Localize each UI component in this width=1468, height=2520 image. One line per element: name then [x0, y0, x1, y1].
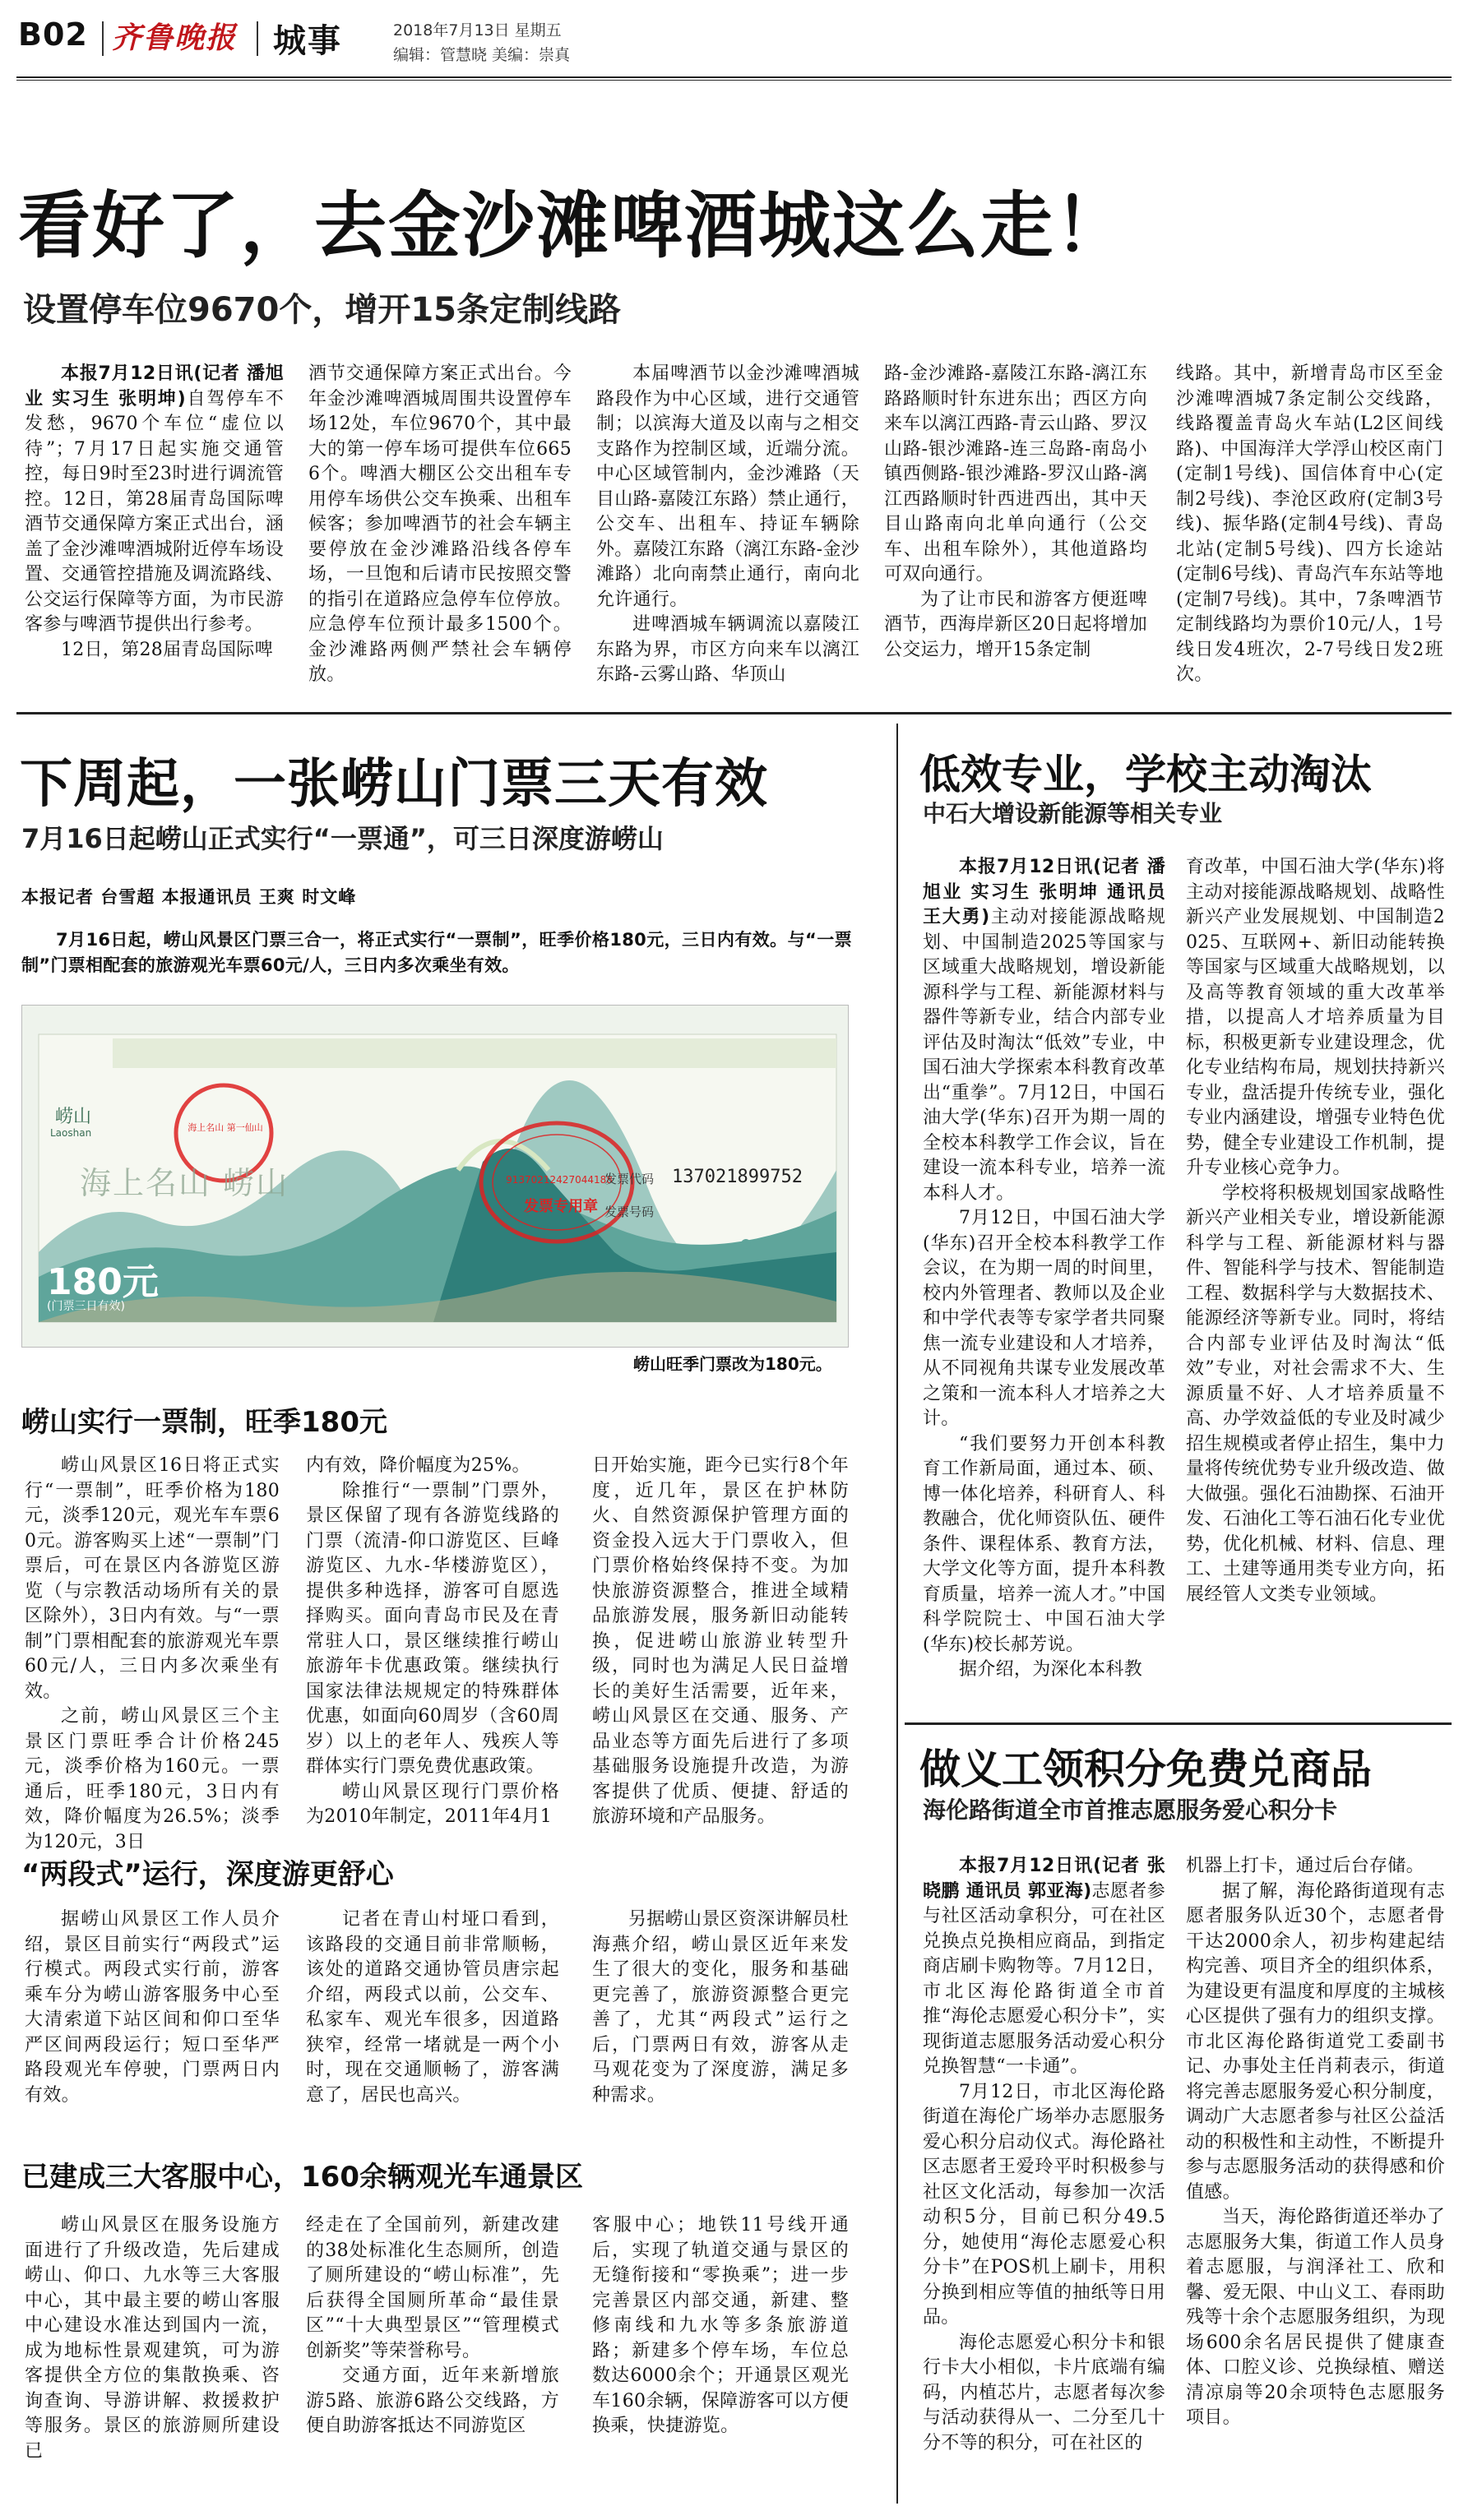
headline: 看好了，去金沙滩啤酒城这么走！ — [18, 183, 1129, 268]
paragraph: 日开始实施，距今已实行8个年度，近几年，景区在护林防火、自然资源保护管理方面的资金投入远大于门票收入，但门票价格始终保持不变。为加快旅游资源整合，推进全域精品旅游发展，服务新旧动能转换，促进崂山旅游业转型升级，同时也为满足人民日益增长的美好生活需要，近年来，崂山风景区在交通、服务、产品业态等方面先后进行了多项基础服务设施提升改造，为游客提供了优质、便捷、舒适的旅游环境和产品服务。 — [592, 1455, 849, 1827]
paragraph: 进啤酒城车辆调流以嘉陵江东路为界，市区方向来车以漓江东路-云雾山路、华顶山 — [596, 614, 859, 685]
article-column — [306, 2213, 559, 2439]
seal-number: 91370212427044188 — [506, 1174, 613, 1186]
article-column — [1186, 855, 1445, 1607]
ticket-brand-en: Laoshan — [50, 1127, 92, 1139]
section-rule — [16, 712, 1452, 714]
paragraph: 7月12日，中国石油大学(华东)召开全校本科教学工作会议，在为期一周的时间里，校内外管理者、教师以及企业和中学代表等专家学者共同聚焦一流专业建设和人才培养，从不同视角共谋专业发展改革之策和一流本科人才培养之大计。 — [923, 1208, 1165, 1429]
paragraph: 学校将积极规划国家战略性新兴产业相关专业，增设新能源科学与工程、新能源材料与器件、智能科学与技术、智能制造工程、数据科学与大数据技术、能源经济等新专业。同时，将结合内部专业评估及时淘汰“低效”专业，对社会需求不大、生源质量不好、人才培养质量不高、办学效益低的专业及时减少招生规模或者停止招生，集中力量将传统优势专业升级改造、做大做强。强化石油勘探、石油开发、石油化工等石油石化专业优势，优化机械、材料、信息、理工、土建等通用类专业方向，拓展经管人文类专业领域。 — [1186, 1182, 1445, 1605]
paragraph: 为了让市民和游客方便逛啤酒节，西海岸新区20日起将增加公交运力，增开15条定制 — [884, 589, 1147, 660]
paragraph: 7月12日，市北区海伦路街道在海伦广场举办志愿服务爱心积分启动仪式。海伦路社区志愿者王爱玲平时积极参与社区文化活动，每参加一次活动积5分，目前已积分49.5分，她使用“海伦志愿爱心积分卡”在POS机上刷卡，用积分换到相应等值的抽纸等日用品。 — [923, 2081, 1165, 2328]
seal-text: 发票专用章 — [524, 1198, 598, 1215]
paragraph: 自驾停车不发愁，9670个车位“虚位以待”；7月17日起实施交通管控，每日9时至23时进行调流管控。12日，第28届青岛国际啤酒节交通保障方案正式出台，涵盖了金沙滩啤酒城附近停车场设置、交通管控措施及调流路线、公交运行保障等方面，为市民游客参与啤酒节提供出行参考。 — [25, 388, 284, 635]
headline: 做义工领积分免费兑商品 — [919, 1746, 1372, 1793]
invoice-code-label: 发票代码 — [604, 1172, 655, 1186]
headline: 低效专业，学校主动淘汰 — [919, 751, 1372, 798]
section-heading: 崂山实行一票制，旺季180元 — [21, 1406, 387, 1439]
article-column — [306, 1454, 559, 1830]
article-column — [592, 1454, 849, 1830]
paragraph: 据崂山风景区工作人员介绍，景区目前实行“两段式”运行模式。两段式实行前，游客乘车分为崂山游客服务中心至大清索道下站区间和仰口至华严区间两段运行；短口至华严路段观光车停驶，门票两日内有效。 — [25, 1909, 280, 2106]
page-number: B02 — [18, 16, 88, 53]
article-column — [592, 1907, 849, 2108]
paragraph: 主动对接能源战略规划、中国制造2025等国家与区域重大战略规划，增设新能源科学与工程、新能源材料与器件等新专业，结合内部专业评估及时淘汰“低效”专业，中国石油大学探索本科教育改革出“重拳”。7月12日，中国石油大学(华东)召开为期一周的全校本科教学工作会议，旨在建设一流本科专业，培养一流本科人才。 — [923, 907, 1165, 1204]
paragraph: 机器上打卡，通过后台存储。 — [1186, 1856, 1424, 1876]
paragraph: 崂山风景区现行门票价格为2010年制定，2011年4月1 — [306, 1781, 559, 1827]
header-rule — [16, 80, 1452, 81]
subheadline: 7月16日起崂山正式实行“一票通”，可三日深度游崂山 — [21, 823, 664, 854]
paragraph: 之前，崂山风景区三个主景区门票旺季合计价格245元，淡季价格为160元。一票通后，旺季180元，3日内有效，降价幅度为26.5%；淡季为120元，3日 — [25, 1706, 280, 1852]
paragraph: 路-金沙滩路-嘉陵江东路-漓江东路路顺时针东进东出；西区方向来车以漓江西路-青云山路、罗汉山路-银沙滩路-连三岛路-南岛小镇西侧路-银沙滩路-罗汉山路-漓江西路顺时针西进西出，其中天目山路南向北单向通行（公交车、出租车除外），其他道路均可双向通行。 — [884, 363, 1147, 585]
article-column — [306, 1907, 559, 2108]
article-column — [923, 1854, 1165, 2456]
article-column — [592, 2213, 849, 2439]
newspaper-logo: 齐鲁晚报 — [112, 21, 238, 55]
section-heading: 已建成三大客服中心，160余辆观光车通景区 — [21, 2161, 583, 2194]
paragraph: “我们要努力开创本科教育工作新局面，通过本、硕、博一体化培养，科研育人、科教融合，优化师资队伍、硬件条件、课程体系、教育方法，大学文化等方面，提升本科教育质量，培养一流人才。”中国科学院院士、中国石油大学(华东)校长郝芳说。 — [923, 1433, 1165, 1655]
paragraph: 线路。其中，新增青岛市区至金沙滩啤酒城7条定制公交线路，线路覆盖青岛火车站(L2区间线路)、中国海洋大学浮山校区南门(定制1号线)、国信体育中心(定制2号线)、李沧区政府(定制3号线)、振华路(定制4号线)、青岛北站(定制5号线)、四方长途站(定制6号线)、青岛汽车东站等地(定制7号线)。其中，7条啤酒节定制线路均为票价10元/人，1号线日发4班次，2-7号线日发2班次。 — [1176, 363, 1443, 685]
article-column — [884, 362, 1147, 663]
editor-credit: 编辑：管慧晓 美编：崇真 — [393, 46, 571, 64]
seal-text: 海上名山 第一仙山 — [188, 1122, 263, 1133]
byline: 本报记者 台雪超 本报通讯员 王爽 时文峰 — [21, 887, 357, 907]
article-column — [25, 362, 284, 663]
invoice-code: 137021899752 — [672, 1167, 803, 1187]
article-column — [596, 362, 859, 688]
subheadline: 中石大增设新能源等相关专业 — [923, 800, 1223, 827]
paragraph: 另据崂山景区资深讲解员杜海燕介绍，崂山景区近年来发生了很大的变化，服务和基础更完善了，旅游资源整合更完善了，尤其“两段式”运行之后，门票两日有效，游客从走马观花变为了深度游，满足多种需求。 — [592, 1909, 849, 2106]
subheadline: 设置停车位9670个，增开15条定制线路 — [23, 291, 621, 329]
paragraph: 内有效，降价幅度为25%。 — [306, 1455, 530, 1476]
paragraph: 崂山风景区16日将正式实行“一票制”，旺季价格为180元，淡季120元，观光车车票60元。游客购买上述“一票制”门票后，可在景区内各游览区游览（与宗教活动场所有关的景区除外），3日内有效。与“一票制”门票相配套的旅游观光车票60元/人，三日内多次乘坐有效。 — [25, 1455, 280, 1702]
article-column — [25, 2213, 280, 2464]
issue-date: 2018年7月13日 星期五 — [393, 21, 562, 39]
article-column — [308, 362, 572, 688]
ticket-photo — [21, 1005, 849, 1348]
header-divider — [257, 21, 258, 56]
paragraph: 酒节交通保障方案正式出台。今年金沙滩啤酒城周围共设置停车场12处，车位9670个，其中最大的第一停车场可提供车位6656个。啤酒大棚区公交出租车专用停车场供公交车换乘、出租车候客；参加啤酒节的社会车辆主要停放在金沙滩路沿线各停车场，一旦饱和后请市民按照交警的指引在道路应急停车位停放。应急停车位预计最多1500个。金沙滩路两侧严禁社会车辆停放。 — [308, 363, 572, 685]
paragraph: 海伦志愿爱心积分卡和银行卡大小相似，卡片底端有编码，内植芯片，志愿者每次参与活动获得从一、二分至几十分不等的积分，可在社区的 — [923, 2332, 1165, 2453]
paragraph: 记者在青山村垭口看到，该路段的交通目前非常顺畅，该处的道路交通协管员唐宗起介绍，两段式以前，公交车、私家车、观光车很多，因道路狭窄，经常一堵就是一两个小时，现在交通顺畅了，游客满意了，居民也高兴。 — [306, 1909, 559, 2106]
article-column — [1176, 362, 1443, 688]
header-divider — [102, 21, 104, 56]
ticket-price: 180元 — [47, 1261, 159, 1303]
intro-paragraph: 7月16日起，崂山风景区门票三合一，将正式实行“一票制”，旺季价格180元，三日内有效。与“一票制”门票相配套的旅游观光车票60元/人，三日内多次乘坐有效。 — [21, 930, 852, 975]
article-column — [1186, 1854, 1445, 2431]
paragraph: 崂山风景区在服务设施方面进行了升级改造，先后建成崂山、仰口、九水等三大客服中心，其中最主要的崂山客服中心建设水准达到国内一流，成为地标性景观建筑，可为游客提供全方位的集散换乘、咨询查询、导游讲解、救援救护等服务。景区的旅游厕所建设已 — [25, 2215, 280, 2462]
section-rule — [905, 1722, 1452, 1725]
column-divider — [896, 724, 898, 2504]
ticket-calligraphy: 海上名山 崂山 — [80, 1165, 289, 1201]
section-heading: “两段式”运行，深度游更舒心 — [21, 1858, 394, 1891]
paragraph: 据介绍，为深化本科教 — [959, 1659, 1143, 1680]
ticket-price-note: (门票三日有效) — [47, 1300, 125, 1313]
headline: 下周起，一张崂山门票三天有效 — [20, 754, 768, 815]
paragraph: 交通方面，近年来新增旅游5路、旅游6路公交线路，方便自助游客抵达不同游览区 — [306, 2365, 559, 2436]
article-column — [25, 1454, 280, 1855]
paragraph: 经走在了全国前列，新建改建的38处标准化生态厕所，创造了厕所建设的“崂山标准”，先后获得全国厕所革命“最佳景区”“十大典型景区”“管理模式创新奖”等荣誉称号。 — [306, 2215, 559, 2361]
article-column — [25, 1907, 280, 2108]
section-name: 城事 — [273, 22, 342, 60]
dateline: 本报7月12日讯(记者 潘旭业 实习生 张明坤 通讯员 王大勇) — [923, 857, 1165, 927]
ticket-brand: 崂山 — [55, 1107, 92, 1127]
dateline: 本报7月12日讯(记者 张晓鹏 通讯员 郭亚海) — [923, 1856, 1165, 1902]
header-rule — [16, 76, 1452, 78]
paragraph: 当天，海伦路街道还举办了志愿服务大集，街道工作人员身着志愿服，与润泽社工、欣和馨、爱无限、中山义工、春雨助残等十余个志愿服务组织，为现场600余名居民提供了健康查体、口腔义诊、兑换绿植、赠送清凉扇等20余项特色志愿服务项目。 — [1186, 2207, 1445, 2428]
photo-caption: 崂山旺季门票改为180元。 — [633, 1354, 832, 1374]
paragraph: 志愿者参与社区活动拿积分，可在社区兑换点兑换相应商品，到指定商店刷卡购物等。7月12日，市北区海伦路街道全市首推“海伦志愿爱心积分卡”，实现街道志愿服务活动爱心积分兑换智慧“一卡通”。 — [923, 1880, 1165, 2077]
article-column — [923, 855, 1165, 1683]
paragraph: 客服中心；地铁11号线开通后，实现了轨道交通与景区的无缝衔接和“零换乘”；进一步完善景区内部交通，新建、整修南线和九水等多条旅游道路；新建多个停车场，车位总数达6000余个；开通景区观光车160余辆，保障游客可以方便换乘，快捷游览。 — [592, 2215, 849, 2436]
paragraph: 本届啤酒节以金沙滩啤酒城路段作为中心区域，进行交通管制；以滨海大道及以南与之相交支路作为控制区域，近端分流。中心区域管制内，金沙滩路（天目山路-嘉陵江东路）禁止通行，公交车、出租车、持证车辆除外。嘉陵江东路（漓江东路-金沙滩路）北向南禁止通行，南向北允许通行。 — [596, 363, 859, 610]
paragraph: 据了解，海伦路街道现有志愿者服务队近30个，志愿者骨干达2000余人，初步构建起结构完善、项目齐全的组织体系，为建设更有温度和厚度的主城核心区提供了强有力的组织支撑。市北区海伦路街道党工委副书记、办事处主任肖莉表示，街道将完善志愿服务爱心积分制度，调动广大志愿者参与社区公益活动的积极性和主动性，不断提升参与志愿服务活动的获得感和价值感。 — [1186, 1880, 1445, 2203]
paragraph: 12日，第28届青岛国际啤 — [61, 639, 273, 660]
invoice-number-label: 发票号码 — [604, 1205, 655, 1219]
paragraph: 育改革，中国石油大学(华东)将主动对接能源战略规划、战略性新兴产业发展规划、中国制造2025、互联网+、新旧动能转换等国家与区域重大战略规划，以及高等教育领域的重大改革举措，以提高人才培养质量为目标，积极更新专业建设理念，优化专业结构布局，规划扶持新兴专业，盘活提升传统专业，强化专业内涵建设，增强专业特色优势，健全专业建设工作机制，提升专业核心竞争力。 — [1186, 857, 1445, 1178]
subheadline: 海伦路街道全市首推志愿服务爱心积分卡 — [923, 1796, 1338, 1824]
paragraph: 除推行“一票制”门票外，景区保留了现有各游览线路的门票（流清-仰口游览区、巨峰游览区、九水-华楼游览区），提供多种选择，游客可自愿选择购买。面向青岛市民及在青常驻人口，景区继续推行崂山旅游年卡优惠政策。继续执行国家法律法规规定的特殊群体优惠，如面向60周岁（含60周岁）以上的老年人、残疾人等群体实行门票免费优惠政策。 — [306, 1480, 559, 1777]
dateline: 本报7月12日讯(记者 潘旭业 实习生 张明坤) — [25, 363, 284, 409]
